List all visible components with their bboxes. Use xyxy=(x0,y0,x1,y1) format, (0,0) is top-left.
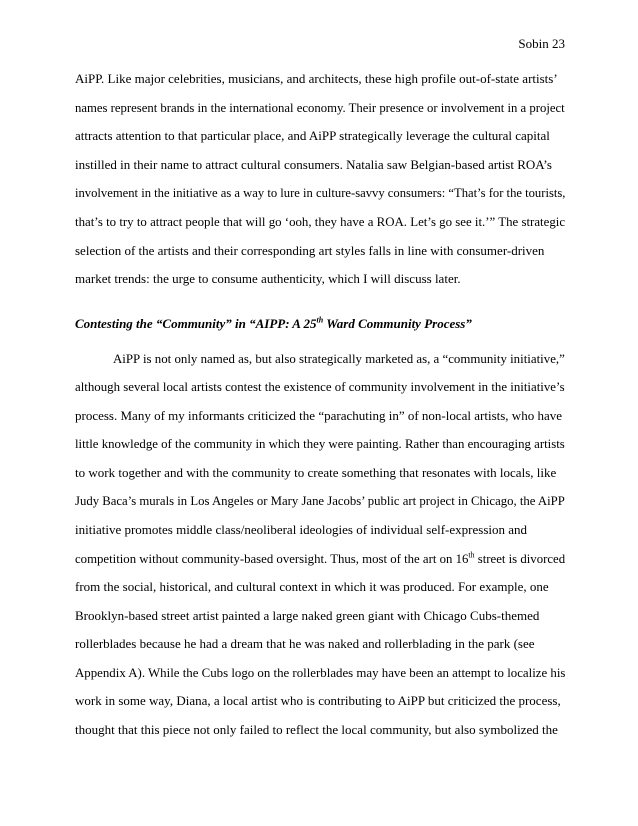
text-line: from the social, historical, and cultural context in which it was produced. For example, one xyxy=(75,579,549,594)
text-line: instilled in their name to attract cultural consumers. Natalia saw Belgian-based artist ROA’s xyxy=(75,157,552,172)
heading-superscript: th xyxy=(316,315,324,325)
heading-text: Contesting the “Community” in “AIPP: A 25 xyxy=(75,316,317,331)
text-line xyxy=(75,551,565,567)
text-line: involvement in the initiative as a way to lure in culture-savvy consumers: “That’s for the tourists, xyxy=(75,185,566,200)
text-line: attracts attention to that particular place, and AiPP strategically leverage the cultural capital xyxy=(75,128,550,143)
running-head: Sobin 23 xyxy=(518,36,565,51)
text-segment: street is divorced xyxy=(474,551,566,566)
text-line: Brooklyn-based street artist painted a large naked green giant with Chicago Cubs-themed xyxy=(75,608,540,623)
text-line: little knowledge of the community in which they were painting. Rather than encouraging artists xyxy=(75,436,565,451)
heading-text-end: Ward Community Process” xyxy=(323,316,472,331)
text-line: Appendix A). While the Cubs logo on the rollerblades may have been an attempt to localize his xyxy=(75,665,566,680)
text-line: rollerblades because he had a dream that he was naked and rollerblading in the park (see xyxy=(75,636,535,651)
text-line: work in some way, Diana, a local artist who is contributing to AiPP but criticized the process, xyxy=(75,693,561,708)
text-line: Judy Baca’s murals in Los Angeles or Mary Jane Jacobs’ public art project in Chicago, the AiPP xyxy=(75,493,565,508)
section-heading xyxy=(75,316,472,332)
text-line: process. Many of my informants criticized the “parachuting in” of non-local artists, who have xyxy=(75,408,562,423)
text-segment: competition without community-based oversight. Thus, most of the art on 16 xyxy=(75,551,469,566)
text-line: names represent brands in the international economy. Their presence or involvement in a project xyxy=(75,100,565,115)
text-line: thought that this piece not only failed to reflect the local community, but also symbolized the xyxy=(75,722,558,737)
text-line: AiPP. Like major celebrities, musicians, and architects, these high profile out-of-state artists’ xyxy=(75,71,558,86)
text-line: market trends: the urge to consume authenticity, which I will discuss later. xyxy=(75,271,461,286)
text-line-indented: AiPP is not only named as, but also strategically marketed as, a “community initiative,” xyxy=(113,351,565,366)
text-line: to work together and with the community to create something that resonates with locals, like xyxy=(75,465,557,480)
text-line: although several local artists contest the existence of community involvement in the initiative’s xyxy=(75,379,565,394)
text-line: that’s to try to attract people that will go ‘ooh, they have a ROA. Let’s go see it.’” The strategic xyxy=(75,214,566,229)
text-line: selection of the artists and their corresponding art styles falls in line with consumer-driven xyxy=(75,243,545,258)
text-line: initiative promotes middle class/neoliberal ideologies of individual self-expression and xyxy=(75,522,528,537)
ordinal-superscript: th xyxy=(468,550,475,560)
